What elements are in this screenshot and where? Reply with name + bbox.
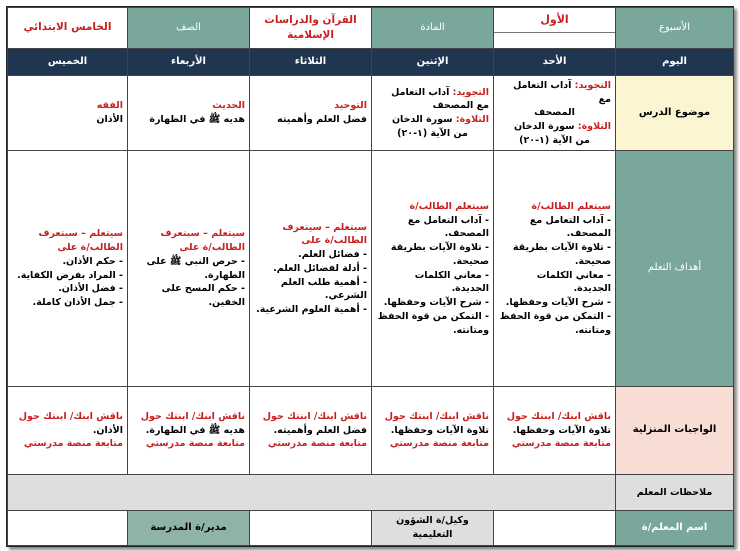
homework-mon: [372, 387, 494, 475]
homework-tue-text: فضل العلم وأهميته.: [273, 424, 367, 436]
goals-tue-item: - فضائل العلم.: [298, 249, 367, 261]
lesson-label: موضوع الدرس: [616, 76, 734, 151]
homework-mon-prefix: ناقش ابنك/ ابنتك حول: [384, 410, 489, 422]
homework-thu-platform: متابعة منصة مدرستي: [23, 438, 123, 450]
lesson-sun-line2: المصحف: [534, 107, 575, 119]
goals-tue-item: - أهمية العلوم الشرعية.: [256, 304, 367, 316]
goals-sun-item: - التمكن من قوة الحفظ ومتانته.: [499, 311, 611, 336]
teacher-label: اسم المعلم/ة: [616, 511, 734, 546]
homework-sun: [494, 387, 616, 475]
weekly-plan-table: [7, 7, 734, 546]
day-thu: الخميس: [8, 48, 128, 75]
homework-sun-platform: متابعة منصة مدرستي: [511, 438, 611, 450]
lesson-thu-title: الفقه: [96, 100, 123, 112]
homework-tue-platform: متابعة منصة مدرستي: [267, 438, 367, 450]
lesson-mon: [372, 76, 494, 151]
lesson-tue: [250, 76, 372, 151]
lesson-sun-tajweed: آداب التعامل مع: [513, 79, 611, 105]
lesson-wed-title: الحديث: [212, 100, 245, 112]
day-mon: الإثنين: [372, 48, 494, 75]
days-row: [8, 48, 734, 75]
goals-mon-item: - التمكن من قوة الحفظ ومتانته.: [377, 311, 489, 336]
signature-row: [8, 511, 734, 546]
goals-tue-item: - أدلة لفضائل العلم.: [273, 262, 367, 274]
goals-label: أهداف التعلم: [616, 151, 734, 387]
homework-wed: [128, 387, 250, 475]
goals-tue: [250, 151, 372, 387]
goals-thu-head: سيتعلم – سيتعرف الطالب/ة على: [38, 228, 123, 254]
goals-tue-item: - أهمية طلب العلم الشرعي.: [280, 276, 367, 302]
goals-sun-head: سيتعلم الطالب/ة: [531, 200, 611, 212]
homework-row: [8, 387, 734, 475]
lesson-plan-frame: [6, 6, 734, 547]
lesson-mon-tilawa: سورة الدخان: [391, 114, 456, 126]
goals-thu: [8, 151, 128, 387]
goals-row: [8, 151, 734, 387]
subject-value: القرآن والدراسات الإسلامية: [250, 8, 372, 49]
notes-row: [8, 474, 734, 511]
lesson-row: [8, 76, 734, 151]
homework-mon-platform: متابعة منصة مدرستي: [389, 438, 489, 450]
lesson-mon-tajweed: آداب التعامل مع المصحف: [391, 86, 489, 112]
week-blank: [494, 33, 615, 47]
lesson-tue-text: فضل العلم وأهميته: [277, 114, 367, 126]
goals-thu-item: - فضل الأذان.: [58, 283, 123, 295]
goals-wed-item: - حرص النبي ﷺ على الطهارة.: [146, 255, 245, 281]
goals-mon-item: - معاني الكلمات الجديدة.: [414, 269, 489, 295]
week-label: الأسبوع: [616, 8, 734, 49]
homework-thu-prefix: ناقش ابنك/ ابنتك حول: [18, 410, 123, 422]
goals-sun-item: - معاني الكلمات الجديدة.: [536, 269, 611, 295]
deputy-label: وكيل/ة الشؤون التعليمية: [372, 511, 494, 546]
teacher-name-field[interactable]: [494, 511, 616, 546]
lesson-sun: [494, 76, 616, 151]
grade-value: الخامس الابتدائي: [8, 8, 128, 49]
goals-wed-item: - حكم المسح على الخفين.: [161, 283, 245, 309]
homework-tue: [250, 387, 372, 475]
goals-mon-item: - شرح الآيات وحفظها.: [383, 297, 489, 309]
goals-tue-head: سيتعلم – سيتعرف الطالب/ة على: [282, 221, 367, 247]
homework-wed-text: هديه ﷺ في الطهارة.: [145, 424, 245, 436]
day-wed: الأربعاء: [128, 48, 250, 75]
lesson-mon-tajweed-label: التجويد:: [452, 86, 489, 98]
week-value-cell: [494, 8, 616, 49]
grade-label: الصف: [128, 8, 250, 49]
day-sun: الأحد: [494, 48, 616, 75]
lesson-sun-tilawa-label: التلاوة:: [577, 121, 611, 133]
goals-thu-item: - المراد بفرض الكفاية.: [17, 269, 123, 281]
day-label: اليوم: [616, 48, 734, 75]
homework-thu: [8, 387, 128, 475]
homework-tue-prefix: ناقش ابنك/ ابنتك حول: [262, 410, 367, 422]
notes-area[interactable]: [8, 474, 616, 511]
lesson-sun-ayat: من الآية (١-٢٠): [519, 134, 590, 146]
goals-wed: [128, 151, 250, 387]
goals-mon-head: سيتعلم الطالب/ة: [409, 200, 489, 212]
lesson-mon-tilawa-label: التلاوة:: [455, 114, 489, 126]
week-value: الأول: [494, 8, 615, 33]
goals-sun: [494, 151, 616, 387]
homework-wed-platform: متابعة منصة مدرستي: [145, 438, 245, 450]
goals-sun-item: - تلاوة الآيات بطريقة صحيحة.: [512, 242, 611, 267]
deputy-name-field[interactable]: [250, 511, 372, 546]
goals-thu-item: - جمل الأذان كاملة.: [32, 297, 123, 309]
homework-thu-text: الأذان.: [92, 424, 123, 436]
goals-mon: [372, 151, 494, 387]
lesson-wed: [128, 76, 250, 151]
header-row: [8, 8, 734, 49]
lesson-thu-text: الأذان: [96, 114, 123, 126]
subject-label: المادة: [372, 8, 494, 49]
lesson-mon-ayat: من الآية (١-٢٠): [397, 127, 468, 139]
goals-sun-item: - شرح الآيات وحفظها.: [505, 297, 611, 309]
lesson-tue-title: التوحيد: [334, 100, 367, 112]
lesson-thu: [8, 76, 128, 151]
lesson-sun-tilawa: سورة الدخان: [513, 121, 578, 133]
homework-sun-text: تلاوة الآيات وحفظها.: [512, 424, 611, 436]
homework-sun-prefix: ناقش ابنك/ ابنتك حول: [506, 410, 611, 422]
goals-thu-item: - حكم الأذان.: [62, 255, 123, 267]
goals-mon-item: - تلاوة الآيات بطريقة صحيحة.: [390, 242, 489, 267]
homework-wed-prefix: ناقش ابنك/ ابنتك حول: [140, 410, 245, 422]
goals-wed-head: سيتعلم – سيتعرف الطالب/ة على: [160, 228, 245, 254]
lesson-sun-tajweed-label: التجويد:: [574, 79, 611, 91]
principal-label: مدير/ة المدرسة: [128, 511, 250, 546]
lesson-wed-text: هديه ﷺ في الطهارة: [149, 114, 245, 126]
principal-name-field[interactable]: [8, 511, 128, 546]
homework-label: الواجبات المنزلية: [616, 387, 734, 475]
notes-label: ملاحظات المعلم: [616, 474, 734, 511]
goals-sun-item: - آداب التعامل مع المصحف.: [529, 214, 611, 240]
goals-mon-item: - آداب التعامل مع المصحف.: [407, 214, 489, 240]
day-tue: الثلاثاء: [250, 48, 372, 75]
homework-mon-text: تلاوة الآيات وحفظها.: [390, 424, 489, 436]
